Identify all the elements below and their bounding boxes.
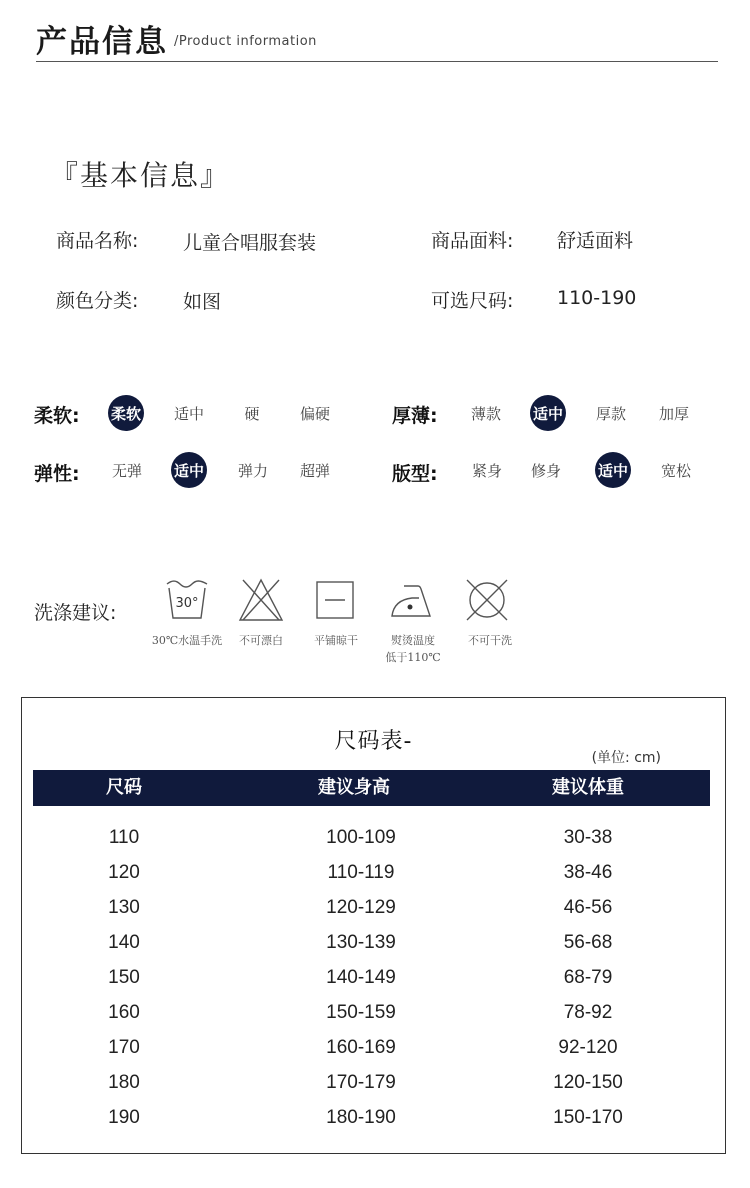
- iron-low-icon: [388, 576, 436, 624]
- table-row: [33, 855, 710, 890]
- no-bleach-icon: [237, 576, 285, 624]
- fit-option: 紧身: [471, 461, 502, 480]
- fit-option: 宽松: [660, 461, 691, 480]
- weight-cell: 56-68: [563, 932, 613, 953]
- height-cell: 120-129: [326, 897, 396, 918]
- size-chart-body: [33, 820, 710, 1135]
- table-row: [33, 995, 710, 1030]
- elasticity-option: 超弹: [299, 461, 330, 480]
- thickness-option: 厚款: [595, 404, 626, 423]
- hand-wash-30-icon: [163, 576, 211, 624]
- height-cell: 160-169: [326, 1037, 396, 1058]
- fit-label: 版型:: [392, 463, 438, 485]
- table-row: [33, 960, 710, 995]
- table-row: [33, 820, 710, 855]
- softness-option: 柔软: [108, 395, 144, 431]
- table-row: [33, 1100, 710, 1135]
- thickness-option: 适中: [530, 395, 566, 431]
- basic-info-title: 『基本信息』: [50, 159, 231, 192]
- size-cell: 150: [108, 967, 140, 988]
- table-row: [33, 925, 710, 960]
- no-dry-clean-icon: [463, 576, 511, 624]
- wash-caption-line2: 低于110℃: [385, 651, 441, 664]
- height-cell: 170-179: [326, 1072, 396, 1093]
- weight-cell: 150-170: [553, 1107, 623, 1128]
- size-range-value: 110-190: [557, 287, 637, 309]
- weight-cell: 46-56: [563, 897, 613, 918]
- size-cell: 190: [108, 1107, 140, 1128]
- elasticity-label: 弹性:: [34, 463, 80, 485]
- wash-caption: 不可漂白: [239, 634, 283, 647]
- softness-label: 柔软:: [34, 405, 80, 427]
- size-chart-header: [33, 770, 710, 806]
- product-name-label: 商品名称:: [56, 230, 139, 252]
- washing-label: 洗涤建议:: [34, 602, 117, 624]
- page-title: 产品信息: [36, 24, 168, 60]
- wash-caption: 平铺晾干: [314, 634, 358, 647]
- thickness-option: 加厚: [658, 404, 689, 423]
- elasticity-option: 弹力: [237, 461, 268, 480]
- size-cell: 110: [108, 827, 140, 848]
- table-row: [33, 890, 710, 925]
- fit-option: 修身: [530, 461, 561, 480]
- color-label: 颜色分类:: [56, 290, 139, 312]
- height-cell: 140-149: [326, 967, 396, 988]
- softness-option: 硬: [244, 404, 260, 423]
- table-row: [33, 1065, 710, 1100]
- size-cell: 170: [108, 1037, 140, 1058]
- size-chart-unit: (单位: cm): [591, 750, 661, 766]
- product-name-value: 儿童合唱服套装: [183, 232, 317, 254]
- height-cell: 110-119: [327, 862, 395, 883]
- wash-caption: 熨烫温度: [391, 634, 435, 647]
- size-cell: 130: [108, 897, 140, 918]
- color-value: 如图: [183, 291, 222, 313]
- wash-caption: 30℃水温手洗: [151, 634, 223, 647]
- fabric-label: 商品面料:: [431, 230, 514, 252]
- size-cell: 160: [108, 1002, 140, 1023]
- header-height: 建议身高: [318, 777, 390, 798]
- height-cell: 150-159: [326, 1002, 396, 1023]
- elasticity-option: 无弹: [111, 461, 142, 480]
- size-cell: 180: [108, 1072, 140, 1093]
- wash-caption: 不可干洗: [468, 634, 512, 647]
- height-cell: 100-109: [326, 827, 396, 848]
- page-subtitle: /Product information: [174, 34, 317, 49]
- weight-cell: 120-150: [553, 1072, 623, 1093]
- weight-cell: 38-46: [563, 862, 613, 883]
- weight-cell: 92-120: [558, 1037, 618, 1058]
- table-row: [33, 1030, 710, 1065]
- height-cell: 130-139: [326, 932, 396, 953]
- size-range-label: 可选尺码:: [431, 290, 514, 312]
- wash-temp-text: 30°: [175, 596, 199, 611]
- height-cell: 180-190: [326, 1107, 396, 1128]
- weight-cell: 78-92: [563, 1002, 613, 1023]
- thickness-label: 厚薄:: [392, 405, 438, 427]
- header-size: 尺码: [106, 777, 142, 798]
- softness-option: 偏硬: [299, 404, 330, 423]
- fit-option: 适中: [595, 452, 631, 488]
- size-cell: 140: [108, 932, 140, 953]
- header-weight: 建议体重: [552, 777, 624, 798]
- size-chart-title: 尺码表-: [334, 729, 413, 754]
- page-header: [36, 14, 718, 62]
- thickness-option: 薄款: [470, 404, 501, 423]
- size-cell: 120: [108, 862, 140, 883]
- size-chart: [21, 697, 726, 1154]
- weight-cell: 30-38: [563, 827, 613, 848]
- weight-cell: 68-79: [563, 967, 613, 988]
- fabric-value: 舒适面料: [557, 230, 634, 252]
- softness-option: 适中: [173, 404, 204, 423]
- elasticity-option: 适中: [171, 452, 207, 488]
- dry-flat-icon: [311, 576, 359, 624]
